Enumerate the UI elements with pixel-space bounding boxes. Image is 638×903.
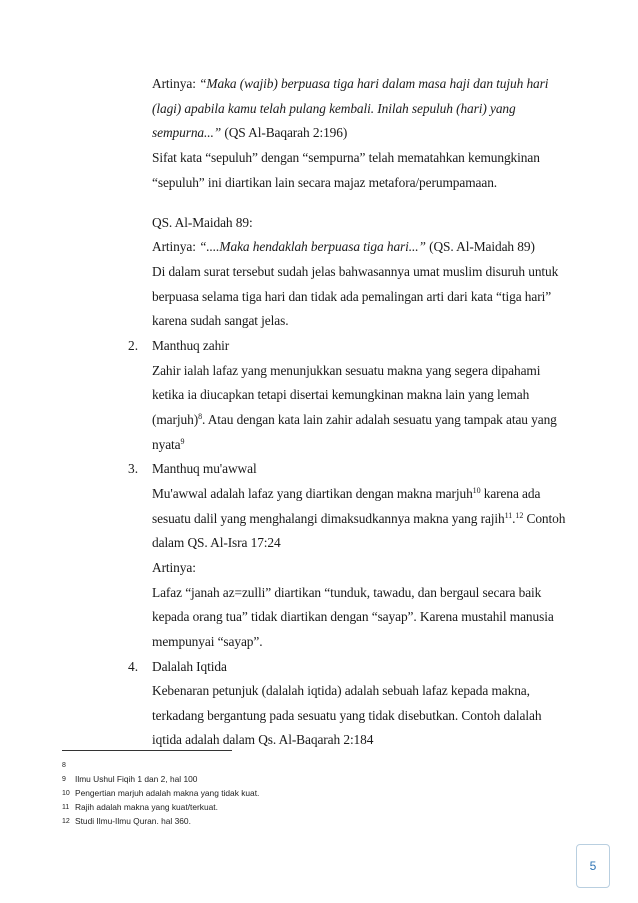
text-line: [152, 125, 347, 141]
text-line: Zahir ialah lafaz yang menunjukkan sesuatu makna yang segera dipahami: [152, 363, 541, 378]
text-line: [152, 412, 557, 428]
text-line: karena sudah sangat jelas.: [152, 313, 289, 328]
text-span: nyata: [152, 437, 181, 452]
footnote-mark: 9: [62, 776, 66, 783]
text-span: sesuatu dalil yang menghalangi dimaksudkannya makna yang rajih: [152, 511, 505, 526]
footnote-text: Rajih adalah makna yang kuat/terkuat.: [75, 802, 218, 812]
text-line: QS. Al-Maidah 89:: [152, 215, 253, 230]
list-number: 4.: [128, 659, 139, 674]
text-line: berpuasa selama tiga hari dan tidak ada pemalingan arti dari kata “tiga hari”: [152, 289, 552, 304]
footnote-mark: 10: [62, 790, 70, 797]
citation: (QS Al-Baqarah 2:196): [221, 125, 348, 140]
text-line: ketika ia diucapkan tetapi disertai kemungkinan makna lain yang lemah: [152, 387, 530, 402]
citation: (QS. Al-Maidah 89): [425, 239, 535, 254]
footnote: [62, 816, 191, 827]
artinya-label: Artinya:: [152, 76, 200, 91]
footnote-separator: [62, 750, 232, 751]
footnote-text: Pengertian marjuh adalah makna yang tidak kuat.: [75, 788, 260, 798]
text-span: . Atau dengan kata lain zahir adalah sesuatu yang tampak atau yang: [201, 412, 557, 427]
text-line: Sifat kata “sepuluh” dengan “sempurna” telah mematahkan kemungkinan: [152, 150, 540, 165]
text-line: Di dalam surat tersebut sudah jelas bahwasannya umat muslim disuruh untuk: [152, 264, 559, 279]
text-line: iqtida adalah dalam Qs. Al-Baqarah 2:184: [152, 732, 374, 747]
footnote: [62, 788, 259, 799]
footnote-ref[interactable]: 9: [180, 437, 185, 446]
footnote-mark: 8: [62, 762, 66, 769]
quote-text: “Maka (wajib) berpuasa tiga hari dalam masa haji dan tujuh hari: [199, 76, 549, 91]
footnote-text: Studi Ilmu-Ilmu Quran. hal 360.: [75, 816, 191, 826]
text-line: Lafaz “janah az=zulli” diartikan “tunduk, tawadu, dan bergaul secara baik: [152, 585, 542, 600]
artinya-label: Artinya:: [152, 239, 200, 254]
list-number: 2.: [128, 338, 139, 353]
quote-text: “....Maka hendaklah berpuasa tiga hari...”: [199, 239, 426, 254]
text-line: kepada orang tua” tidak diartikan dengan “sayap”. Karena mustahil manusia: [152, 609, 554, 624]
footnote: [62, 802, 218, 813]
text-line: [152, 76, 548, 92]
quote-text: (lagi) apabila kamu telah pulang kembali. Inilah sepuluh (hari) yang: [152, 101, 516, 116]
text-line: [152, 101, 516, 117]
text-line: mempunyai “sayap”.: [152, 634, 263, 649]
text-line: [152, 437, 184, 453]
text-line: [152, 511, 565, 527]
text-line: terkadang bergantung pada sesuatu yang tidak disebutkan. Contoh dalalah: [152, 708, 542, 723]
section-heading: Dalalah Iqtida: [152, 659, 227, 674]
text-span: Contoh: [523, 511, 566, 526]
footnote-mark: 12: [62, 818, 70, 825]
text-span: (marjuh): [152, 412, 199, 427]
footnote-ref[interactable]: 12: [515, 511, 524, 520]
footnote-ref[interactable]: 11: [504, 511, 513, 520]
text-span: karena ada: [480, 486, 541, 501]
text-span: .: [512, 511, 516, 526]
footnote-mark: 11: [62, 804, 70, 811]
section-heading: Manthuq zahir: [152, 338, 230, 353]
footnote-ref[interactable]: 10: [472, 486, 481, 495]
text-line: “sepuluh” ini diartikan lain secara majaz metafora/perumpamaan.: [152, 175, 498, 190]
quote-text: sempurna...”: [152, 125, 222, 140]
footnote: [62, 774, 197, 785]
text-line: Artinya:: [152, 560, 196, 575]
footnote: [62, 760, 75, 771]
footnote-ref[interactable]: 8: [198, 412, 202, 421]
text-line: [152, 239, 535, 255]
text-line: Kebenaran petunjuk (dalalah iqtida) adalah sebuah lafaz kepada makna,: [152, 683, 530, 698]
list-number: 3.: [128, 461, 139, 476]
footnote-text: Ilmu Ushul Fiqih 1 dan 2, hal 100: [75, 774, 198, 784]
section-heading: Manthuq mu'awwal: [152, 461, 257, 476]
text-span: Mu'awwal adalah lafaz yang diartikan dengan makna marjuh: [152, 486, 473, 501]
text-line: dalam QS. Al-Isra 17:24: [152, 535, 281, 550]
text-line: [152, 486, 540, 502]
page-number: 5: [576, 844, 610, 888]
